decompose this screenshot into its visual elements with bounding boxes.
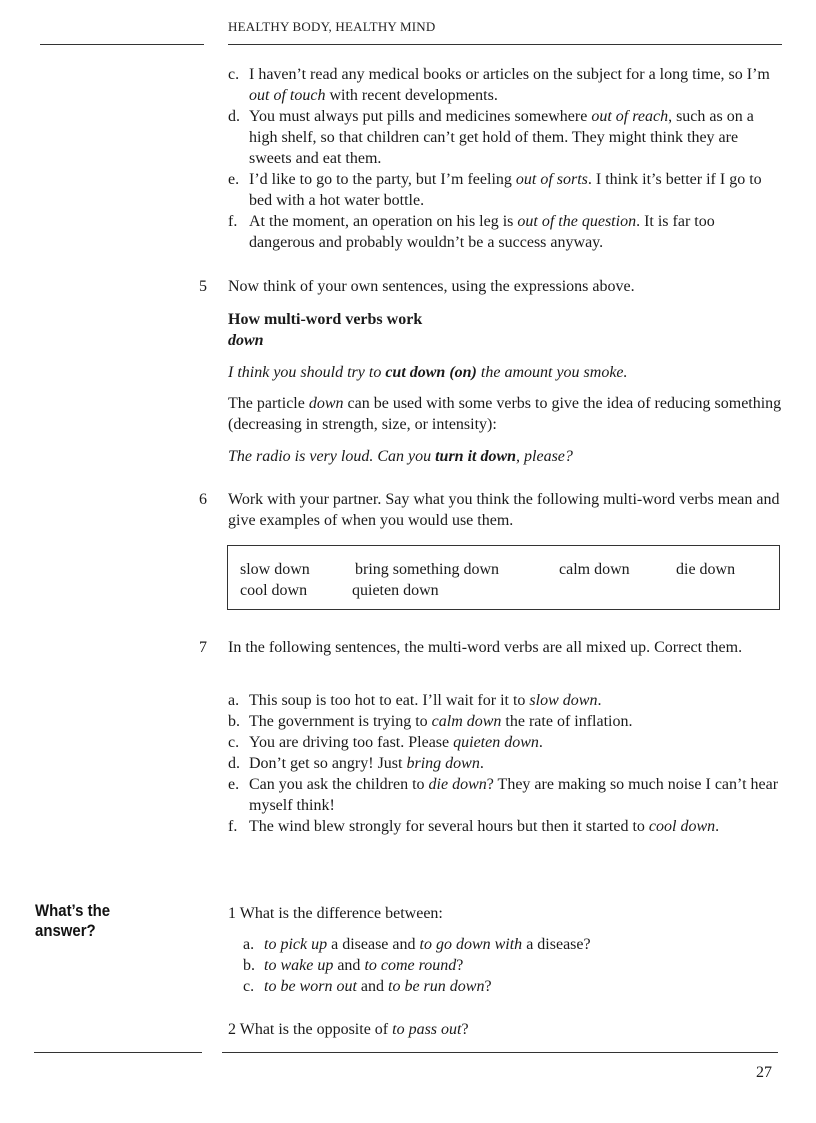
ex5-instruction: Now think of your own sentences, using the expressions above.	[228, 278, 635, 295]
list-item: a. to pick up a disease and to go down with a disease?	[243, 936, 591, 953]
list-item: d. You must always put pills and medicines somewhere out of reach, such as on a high shelf, so that children can’t get hold of them. They might think they are sweets and eat them.	[228, 108, 754, 167]
header-rule-right	[228, 44, 782, 45]
ex5-subheading: down	[228, 332, 264, 349]
list-item: f. At the moment, an operation on his leg is out of the question. It is far too dangerous and probably wouldn’t be a success anyway.	[228, 213, 715, 251]
ex4-continued-list	[228, 64, 784, 253]
footer-rule-left	[34, 1052, 202, 1053]
list-item: f. The wind blew strongly for several hours but then it started to cool down.	[228, 818, 720, 835]
exercise-number: 6	[199, 491, 207, 508]
page-number: 27	[756, 1064, 772, 1081]
list-item: a. This soup is too hot to eat. I’ll wait for it to slow down.	[228, 692, 602, 709]
footer-rule-right	[222, 1052, 778, 1053]
list-item: c. I haven’t read any medical books or articles on the subject for a long time, so I’m out of touch with recent developments.	[228, 66, 770, 104]
answer-question-2: 2 What is the opposite of to pass out?	[228, 1021, 469, 1038]
verb-item: slow down	[240, 561, 310, 578]
ex7-list	[228, 690, 784, 837]
answer-question-1: 1 What is the difference between:	[228, 905, 443, 922]
running-head: HEALTHY BODY, HEALTHY MIND	[228, 19, 436, 34]
ex5-heading: How multi-word verbs work	[228, 311, 423, 328]
list-item: c. to be worn out and to be run down?	[243, 978, 492, 995]
section-title: What’s the answer?	[35, 901, 111, 940]
verb-item: calm down	[559, 561, 630, 578]
list-item: e. Can you ask the children to die down? They are making so much noise I can’t hear myself think!	[228, 776, 779, 814]
ex7-instruction: In the following sentences, the multi-word verbs are all mixed up. Correct them.	[228, 639, 743, 656]
exercise-number: 7	[199, 639, 207, 656]
verb-item: die down	[676, 561, 736, 578]
header-rule-left	[40, 44, 204, 45]
list-item: b. to wake up and to come round?	[243, 957, 464, 974]
ex5-example-2: The radio is very loud. Can you turn it down, please?	[228, 448, 573, 465]
answer-q1-list	[243, 934, 783, 997]
ex5-example-1: I think you should try to cut down (on) the amount you smoke.	[228, 364, 628, 381]
verb-item: bring something down	[355, 561, 499, 578]
verb-item: quieten down	[352, 582, 439, 599]
ex5-explanation: The particle down can be used with some verbs to give the idea of reducing something (decreasing in strength, size, or intensity):	[228, 395, 782, 433]
ex6-instruction: Work with your partner. Say what you think the following multi-word verbs mean and give examples of when you would use them.	[228, 491, 780, 529]
list-item: b. The government is trying to calm down the rate of inflation.	[228, 713, 633, 730]
verb-box	[227, 545, 780, 610]
list-item: e. I’d like to go to the party, but I’m feeling out of sorts. I think it’s better if I go to bed with a hot water bottle.	[228, 171, 762, 209]
exercise-number: 5	[199, 278, 207, 295]
list-item: c. You are driving too fast. Please quieten down.	[228, 734, 543, 751]
list-item: d. Don’t get so angry! Just bring down.	[228, 755, 484, 772]
verb-item: cool down	[240, 582, 308, 599]
